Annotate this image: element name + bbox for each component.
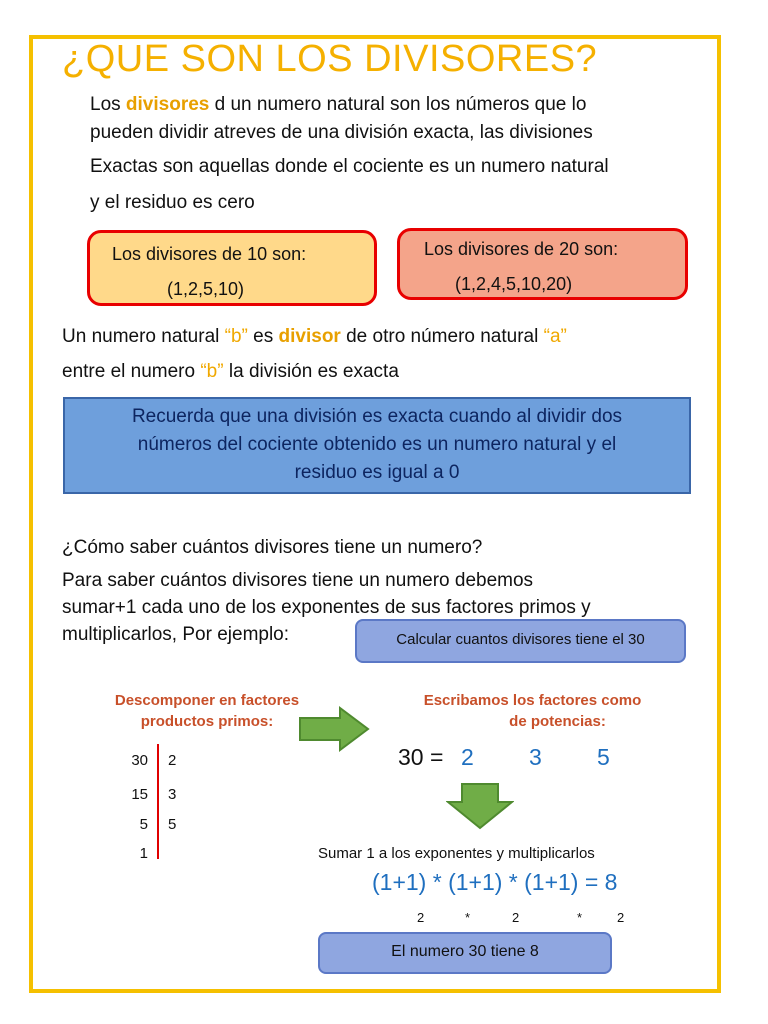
product-sign: * [465, 910, 471, 925]
reminder-line-2: números del cociente obtenido es un numero natural y el [137, 434, 617, 455]
factor-prime: 3 [168, 786, 177, 803]
intro-line-1: Los divisores d un numero natural son los números que lo [90, 94, 587, 115]
box-values: (1,2,4,5,10,20) [455, 274, 573, 294]
power-factor: 5 [597, 744, 610, 770]
box-title: Los divisores de 20 son: [424, 239, 619, 259]
divisors-of-20-box [397, 228, 688, 300]
step-powers-label: Escribamos los factores como de potencias: [423, 692, 642, 730]
power-factor: 3 [529, 744, 542, 770]
result-pill: El numero 30 tiene 8 [318, 932, 612, 974]
divisors-of-10-box [87, 230, 377, 306]
down-arrow-icon [446, 782, 514, 830]
factor-number: 30 [131, 752, 148, 769]
definition-line-1: Un numero natural “b” es divisor de otro número natural “a” [62, 326, 567, 347]
factor-number: 15 [131, 786, 148, 803]
factor-prime: 5 [168, 816, 177, 833]
product-term: 2 [417, 910, 425, 925]
box-title: Los divisores de 10 son: [112, 244, 307, 264]
power-expression-lhs: 30 = [398, 744, 444, 770]
reminder-line-3: residuo es igual a 0 [294, 462, 460, 483]
power-factor: 2 [461, 744, 474, 770]
intro-line-3: Exactas son aquellas donde el cociente es un numero natural [90, 156, 609, 177]
division-line [157, 744, 159, 859]
factor-number: 5 [139, 816, 148, 833]
example-pill: Calcular cuantos divisores tiene el 30 [355, 619, 686, 663]
step-sum-label: Sumar 1 a los exponentes y multiplicarlos [318, 845, 595, 862]
reminder-box [63, 397, 691, 494]
page-title: ¿QUE SON LOS DIVISORES? [62, 38, 598, 80]
factor-number: 1 [139, 845, 148, 862]
product-term: 2 [512, 910, 520, 925]
intro-line-4: y el residuo es cero [90, 192, 255, 213]
method-line-1: Para saber cuántos divisores tiene un numero debemos [62, 570, 534, 591]
divisor-formula: (1+1) * (1+1) * (1+1) = 8 [372, 869, 618, 895]
product-term: 2 [617, 910, 625, 925]
right-arrow-icon [298, 706, 370, 752]
method-line-3: multiplicarlos, Por ejemplo: [62, 624, 290, 645]
step-decompose-label: Descomponer en factores productos primos: [114, 692, 300, 730]
method-line-2: sumar+1 cada uno de los exponentes de sus factores primos y [62, 597, 591, 618]
definition-line-2: entre el numero “b” la división es exacta [62, 361, 399, 382]
divisores-highlight: divisores [125, 94, 210, 115]
product-sign: * [577, 910, 583, 925]
box-values: (1,2,5,10) [167, 279, 245, 299]
divisor-highlight: divisor [278, 326, 341, 347]
intro-line-2: pueden dividir atreves de una división exacta, las divisiones [90, 122, 593, 143]
reminder-line-1: Recuerda que una división es exacta cuando al dividir dos [131, 406, 623, 427]
factor-prime: 2 [168, 752, 177, 769]
question-heading: ¿Cómo saber cuántos divisores tiene un numero? [62, 537, 483, 558]
